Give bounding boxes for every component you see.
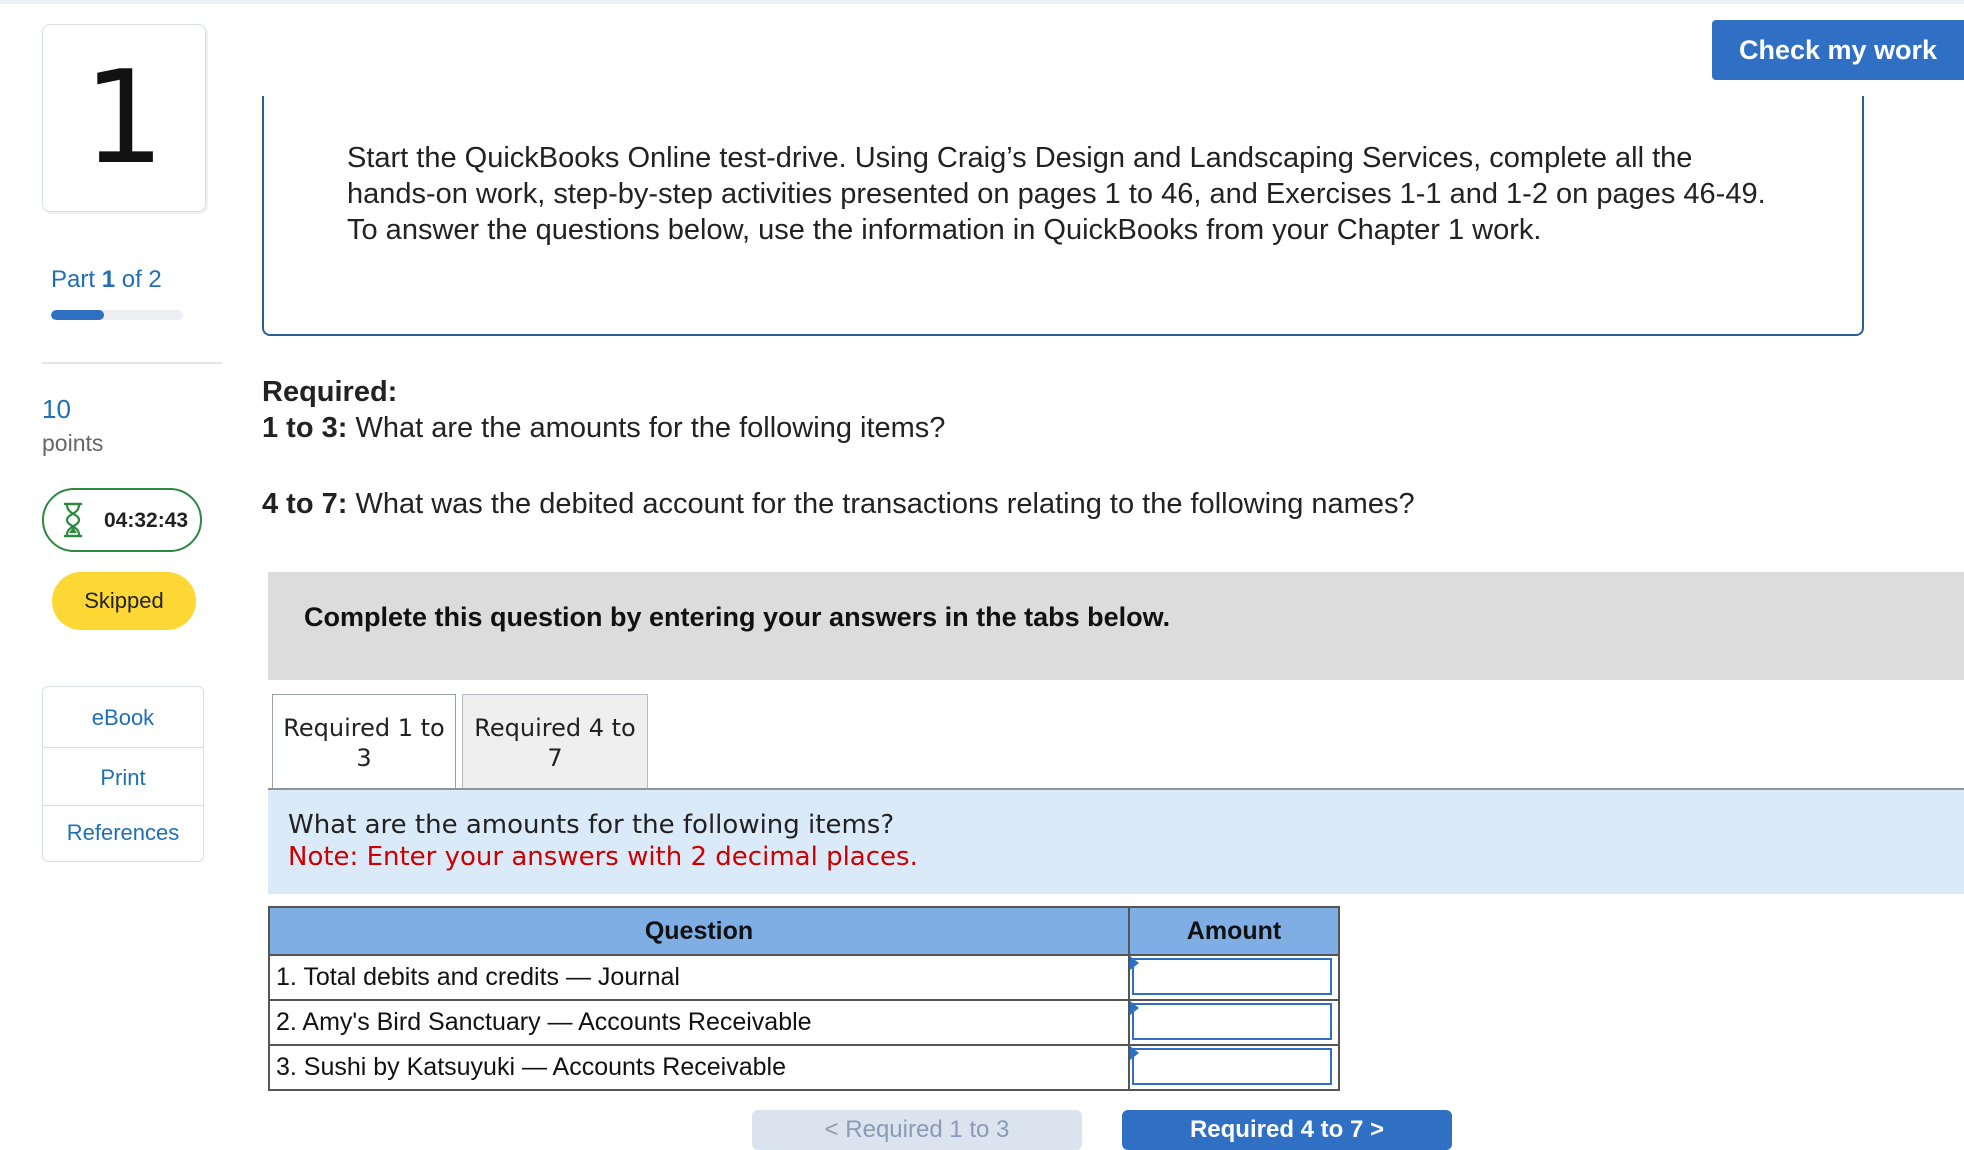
intro-text: Start the QuickBooks Online test-drive. Using Craig’s Design and Landscaping Services, complete all the hands-on work, step-by-step activities presented on pages 1 to 46, and Exercises 1-1 and 1-2 on pages 46-49. To answer the questions below, use the information in QuickBooks from your Chapter 1 work. — [347, 142, 1766, 246]
input-marker-icon — [1130, 1001, 1139, 1015]
required-line-1-label: 1 to 3: — [262, 412, 348, 444]
amount-input[interactable] — [1132, 1003, 1332, 1040]
link-divider — [43, 747, 203, 748]
print-link[interactable]: Print — [100, 765, 146, 790]
amount-cell — [1129, 1045, 1339, 1090]
table-row — [269, 1000, 1339, 1045]
question-number: 1 — [83, 44, 165, 193]
required-line-1 — [262, 412, 945, 445]
input-marker-icon — [1130, 956, 1139, 970]
sidebar-divider — [42, 362, 222, 364]
prev-tab-button[interactable]: < Required 1 to 3 — [752, 1110, 1082, 1150]
check-my-work-button[interactable]: Check my work — [1712, 20, 1964, 80]
question-panel — [268, 790, 1964, 894]
next-tab-button[interactable]: Required 4 to 7 > — [1122, 1110, 1452, 1150]
hourglass-icon — [62, 502, 84, 538]
instruction-text: Complete this question by entering your answers in the tabs below. — [304, 602, 1171, 632]
input-marker-icon — [1130, 1046, 1139, 1060]
required-line-2-text: What was the debited account for the transactions relating to the following names? — [347, 488, 1415, 520]
row-question: 1. Total debits and credits — Journal — [269, 955, 1129, 1000]
part-progress-bar — [51, 310, 183, 320]
row-question: 2. Amy's Bird Sanctuary — Accounts Receivable — [269, 1000, 1129, 1045]
part-label: Part — [51, 266, 96, 293]
table-row — [269, 955, 1339, 1000]
link-divider — [43, 805, 203, 806]
top-border — [0, 0, 1964, 4]
references-link[interactable]: References — [66, 820, 180, 845]
amount-cell — [1129, 955, 1339, 1000]
required-line-2-label: 4 to 7: — [262, 488, 348, 520]
points-value: 10 — [42, 394, 71, 424]
required-line-2 — [262, 488, 1415, 521]
question-number-card — [42, 24, 206, 212]
part-total: of 2 — [121, 266, 162, 293]
points-label: points — [42, 430, 104, 456]
row-question: 3. Sushi by Katsuyuki — Accounts Receivable — [269, 1045, 1129, 1090]
question-column-header: Question — [269, 907, 1129, 955]
tab-required-1-to-3[interactable]: Required 1 to 3 — [272, 694, 456, 792]
amount-input[interactable] — [1132, 1048, 1332, 1085]
instruction-panel — [268, 572, 1964, 680]
amount-input[interactable] — [1132, 958, 1332, 995]
required-heading: Required: — [262, 376, 398, 408]
part-indicator — [51, 266, 162, 294]
amount-cell — [1129, 1000, 1339, 1045]
table-row — [269, 1045, 1339, 1090]
resource-links — [42, 686, 204, 862]
skipped-badge[interactable]: Skipped — [52, 572, 196, 630]
answer-table — [268, 906, 1340, 1091]
part-progress-fill — [51, 310, 104, 320]
tab-required-4-to-7[interactable]: Required 4 to 7 — [462, 694, 648, 790]
panel-note: Note: Enter your answers with 2 decimal places. — [288, 842, 918, 872]
timer-pill — [42, 488, 202, 552]
panel-question: What are the amounts for the following items? — [288, 810, 895, 840]
amount-column-header: Amount — [1129, 907, 1339, 955]
timer-text: 04:32:43 — [104, 509, 189, 532]
required-line-1-text: What are the amounts for the following items? — [347, 412, 946, 444]
table-header-row — [269, 907, 1339, 955]
part-number: 1 — [101, 266, 116, 293]
ebook-link[interactable]: eBook — [91, 705, 155, 730]
